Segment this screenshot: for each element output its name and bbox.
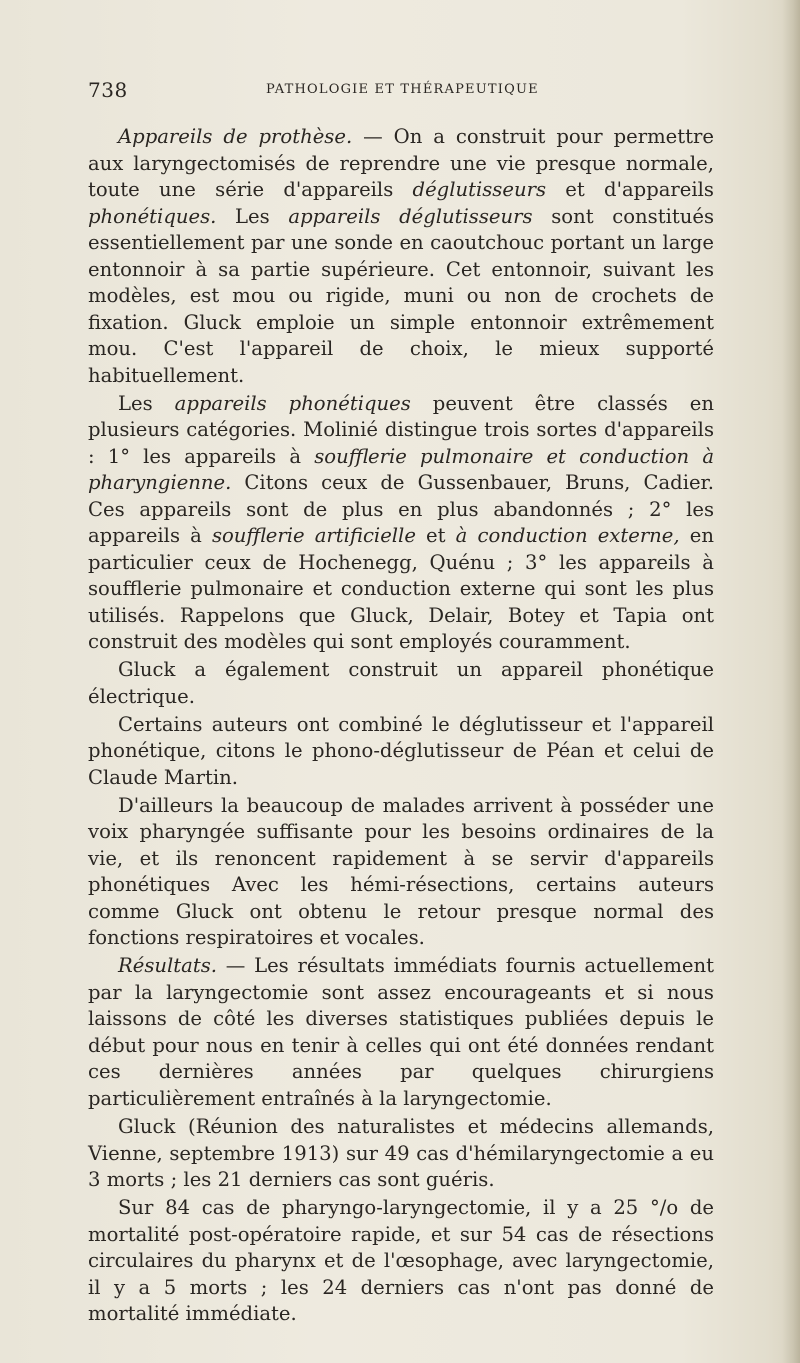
body-text [88, 124, 714, 1328]
paragraph [88, 1114, 714, 1194]
italic-run: à conduction externe, [455, 524, 680, 548]
italic-run: Appareils de prothèse. [118, 125, 353, 148]
page-edge-shadow [782, 0, 800, 1363]
text-run: — On a construit pour permettre aux laryngectomisés de reprendre une vie presque normale, toute une série d'appareils [88, 125, 714, 201]
paragraph [88, 657, 714, 710]
paragraph [88, 793, 714, 952]
text-run: sont constitués essentiellement par une sonde en caoutchouc portant un large entonnoir à sa partie supérieure. Cet entonnoir, suivant les modèles, est mou ou rigide, muni ou non de crochets de fixation. Gluck emploie un simple entonnoir extrêmement mou. C'est l'appareil de choix, le mieux supporté habituellement. [88, 204, 714, 387]
text-run: et [415, 524, 456, 548]
text-run: Certains auteurs ont combiné le déglutisseur et l'appareil phonétique, citons le phono-déglutisseur de Péan et celui de Claude Martin. [88, 712, 714, 789]
italic-run: phonétiques. [88, 204, 217, 228]
text-run: Gluck a également construit un appareil phonétique électrique. [88, 658, 714, 708]
italic-run: soufflerie pulmonaire et conduction à pharyngienne. [88, 444, 714, 495]
text-run: et d'appareils [546, 178, 714, 201]
page-number: 738 [88, 78, 128, 102]
italic-run: appareils déglutisseurs [288, 204, 533, 228]
text-run: Gluck (Réunion des naturalistes et médecins allemands, Vienne, septembre 1913) sur 49 cas d'hémilaryngectomie a eu 3 morts ; les 21 derniers cas sont guéris. [88, 1115, 714, 1192]
paragraph [88, 1195, 714, 1328]
paragraph [88, 124, 714, 389]
running-head: PATHOLOGIE ET THÉRAPEUTIQUE [266, 82, 539, 97]
paragraph [88, 712, 714, 792]
text-run: Sur 84 cas de pharyngo-laryngectomie, il y a 25 °/o de mortalité post-opératoire rapide, et sur 54 cas de résections circulaires du pharynx et de l'œsophage, avec laryngectomie, il y a 5 morts ; les 24 derniers cas n'ont pas donné de mortalité immédiate. [88, 1196, 714, 1326]
text-run: — Les résultats immédiats fournis actuellement par la laryngectomie sont assez encourageants et si nous laissons de côté les diverses statistiques publiées depuis le début pour nous en tenir à celles qui ont été données rendant ces dernières années par quelques chirurgiens particulièrement entraînés à la laryngectomie. [88, 954, 714, 1110]
text-run: Citons ceux de Gussenbauer, Bruns, Cadier. Ces appareils sont de plus en plus abandonnés ; 2° les appareils à [88, 471, 714, 548]
text-run: D'ailleurs la beaucoup de malades arrivent à posséder une voix pharyngée suffisante pour les besoins ordinaires de la vie, et ils renoncent rapidement à se servir d'appareils phonétiques Avec les hémi-résections, certains auteurs comme Gluck ont obtenu le retour presque normal des fonctions respiratoires et vocales. [88, 793, 714, 950]
page-header [88, 78, 718, 104]
italic-run: soufflerie artificielle [211, 524, 416, 548]
italic-run: appareils phonétiques [174, 391, 411, 415]
text-run: Les [118, 391, 175, 415]
paragraph [88, 391, 714, 656]
text-run: Les [216, 204, 289, 228]
text-run: en particulier ceux de Hochenegg, Quénu ; 3° les appareils à soufflerie pulmonaire et conduction externe qui sont les plus utilisés. Rappelons que Gluck, Delair, Botey et Tapia ont construit des modèles qui sont employés couramment. [88, 524, 714, 654]
paragraph [88, 953, 714, 1112]
italic-run: Résultats. [118, 954, 218, 978]
text-run: peuvent être classés en plusieurs catégories. Molinié distingue trois sortes d'appareils : 1° les appareils à [88, 391, 714, 468]
italic-run: déglutisseurs [412, 178, 547, 201]
